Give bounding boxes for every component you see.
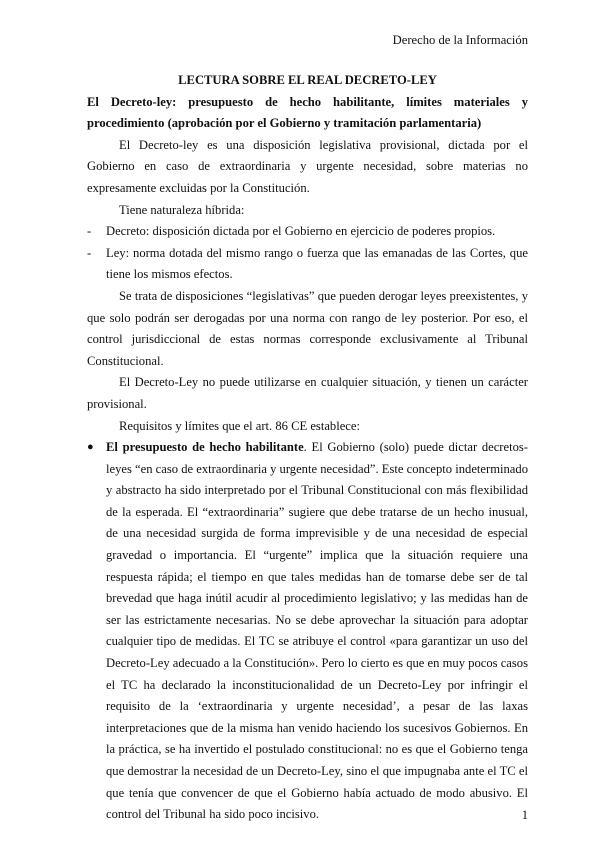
- running-header: Derecho de la Información: [392, 33, 528, 47]
- bullet-list: [87, 437, 528, 826]
- list-item: [87, 221, 528, 243]
- bullet-icon: ●: [87, 441, 94, 454]
- paragraph-hybrid-nature: Tiene naturaleza híbrida:: [119, 202, 245, 217]
- section-heading: El Decreto-ley: presupuesto de hecho habilitante, límites materiales y procedimiento (aprobación por el Gobierno y tramitación parlamentaria): [87, 94, 528, 131]
- list-item: [87, 437, 528, 826]
- list-item-text: Decreto: disposición dictada por el Gobierno en ejercicio de poderes propios.: [106, 224, 496, 239]
- paragraph-definition: El Decreto-ley es una disposición legislativa provisional, dictada por el Gobierno en caso de extraordinaria y urgente necesidad, sobre materias no expresamente excluidas por la Constitución.: [87, 137, 528, 195]
- paragraph-provisional: El Decreto-Ley no puede utilizarse en cualquier situación, y tienen un carácter provisional.: [87, 375, 528, 411]
- list-item-text: Ley: norma dotada del mismo rango o fuerza que las emanadas de las Cortes, que tiene los mismos efectos.: [106, 245, 528, 282]
- dash-marker: -: [87, 245, 92, 260]
- document-body: [87, 70, 528, 826]
- list-item-text: . El Gobierno (solo) puede dictar decretos-leyes “en caso de extraordinaria y urgente necesidad”. Este concepto indeterminado y abstracto ha sido interpretado por el Tribunal Constitucional con más flexibilidad de la esperada. El “extraordinaria” sugiere que debe tratarse de un hecho inusual, de una necesidad surgida de forma imprevisible y de una necesidad de especial gravedad o importancia. El “urgente” implica que la situación requiere una respuesta rápida; el tiempo en que tales medidas han de tomarse debe ser de tal brevedad que haga inútil acudir al procedimiento legislativo; y las medidas han de ser las estrictamente necesarias. No se debe aprovechar la situación para adoptar cualquier tipo de medidas. El TC se atribuye el control «para garantizar un uso del Decreto-Ley adecuado a la Constitución». Pero lo cierto es que en muy pocos casos el TC ha declarado la inconstitucionalidad de un Decreto-Ley por infringir el requisito de la ‘extraordinaria y urgente necesidad’, a pesar de las laxas interpretaciones que de la misma han venido haciendo los sucesivos Gobiernos. En la práctica, se ha invertido el postulado constitucional: no es que el Gobierno tenga que demostrar la necesidad de un Decreto-Ley, sino el que impugnaba ante el TC el que tenía que convencer de que el Gobierno había actuado de modo abusivo. El control del Tribunal ha sido poco incisivo.: [106, 440, 528, 822]
- dash-list: [87, 221, 528, 286]
- page-number: 1: [521, 808, 528, 822]
- paragraph-requirements: Requisitos y límites que el art. 86 CE establece:: [119, 418, 360, 433]
- dash-marker: -: [87, 224, 92, 239]
- list-item: [87, 243, 528, 286]
- list-item-bold-lead: El presupuesto de hecho habilitante: [106, 440, 304, 455]
- paragraph-derogation: Se trata de disposiciones “legislativas” que pueden derogar leyes preexistentes, y que solo podrán ser derogadas por una norma con rango de ley posterior. Por eso, el control jurisdiccional de estas normas corresponde exclusivamente al Tribunal Constitucional.: [87, 288, 528, 368]
- document-title: LECTURA SOBRE EL REAL DECRETO-LEY: [178, 73, 437, 87]
